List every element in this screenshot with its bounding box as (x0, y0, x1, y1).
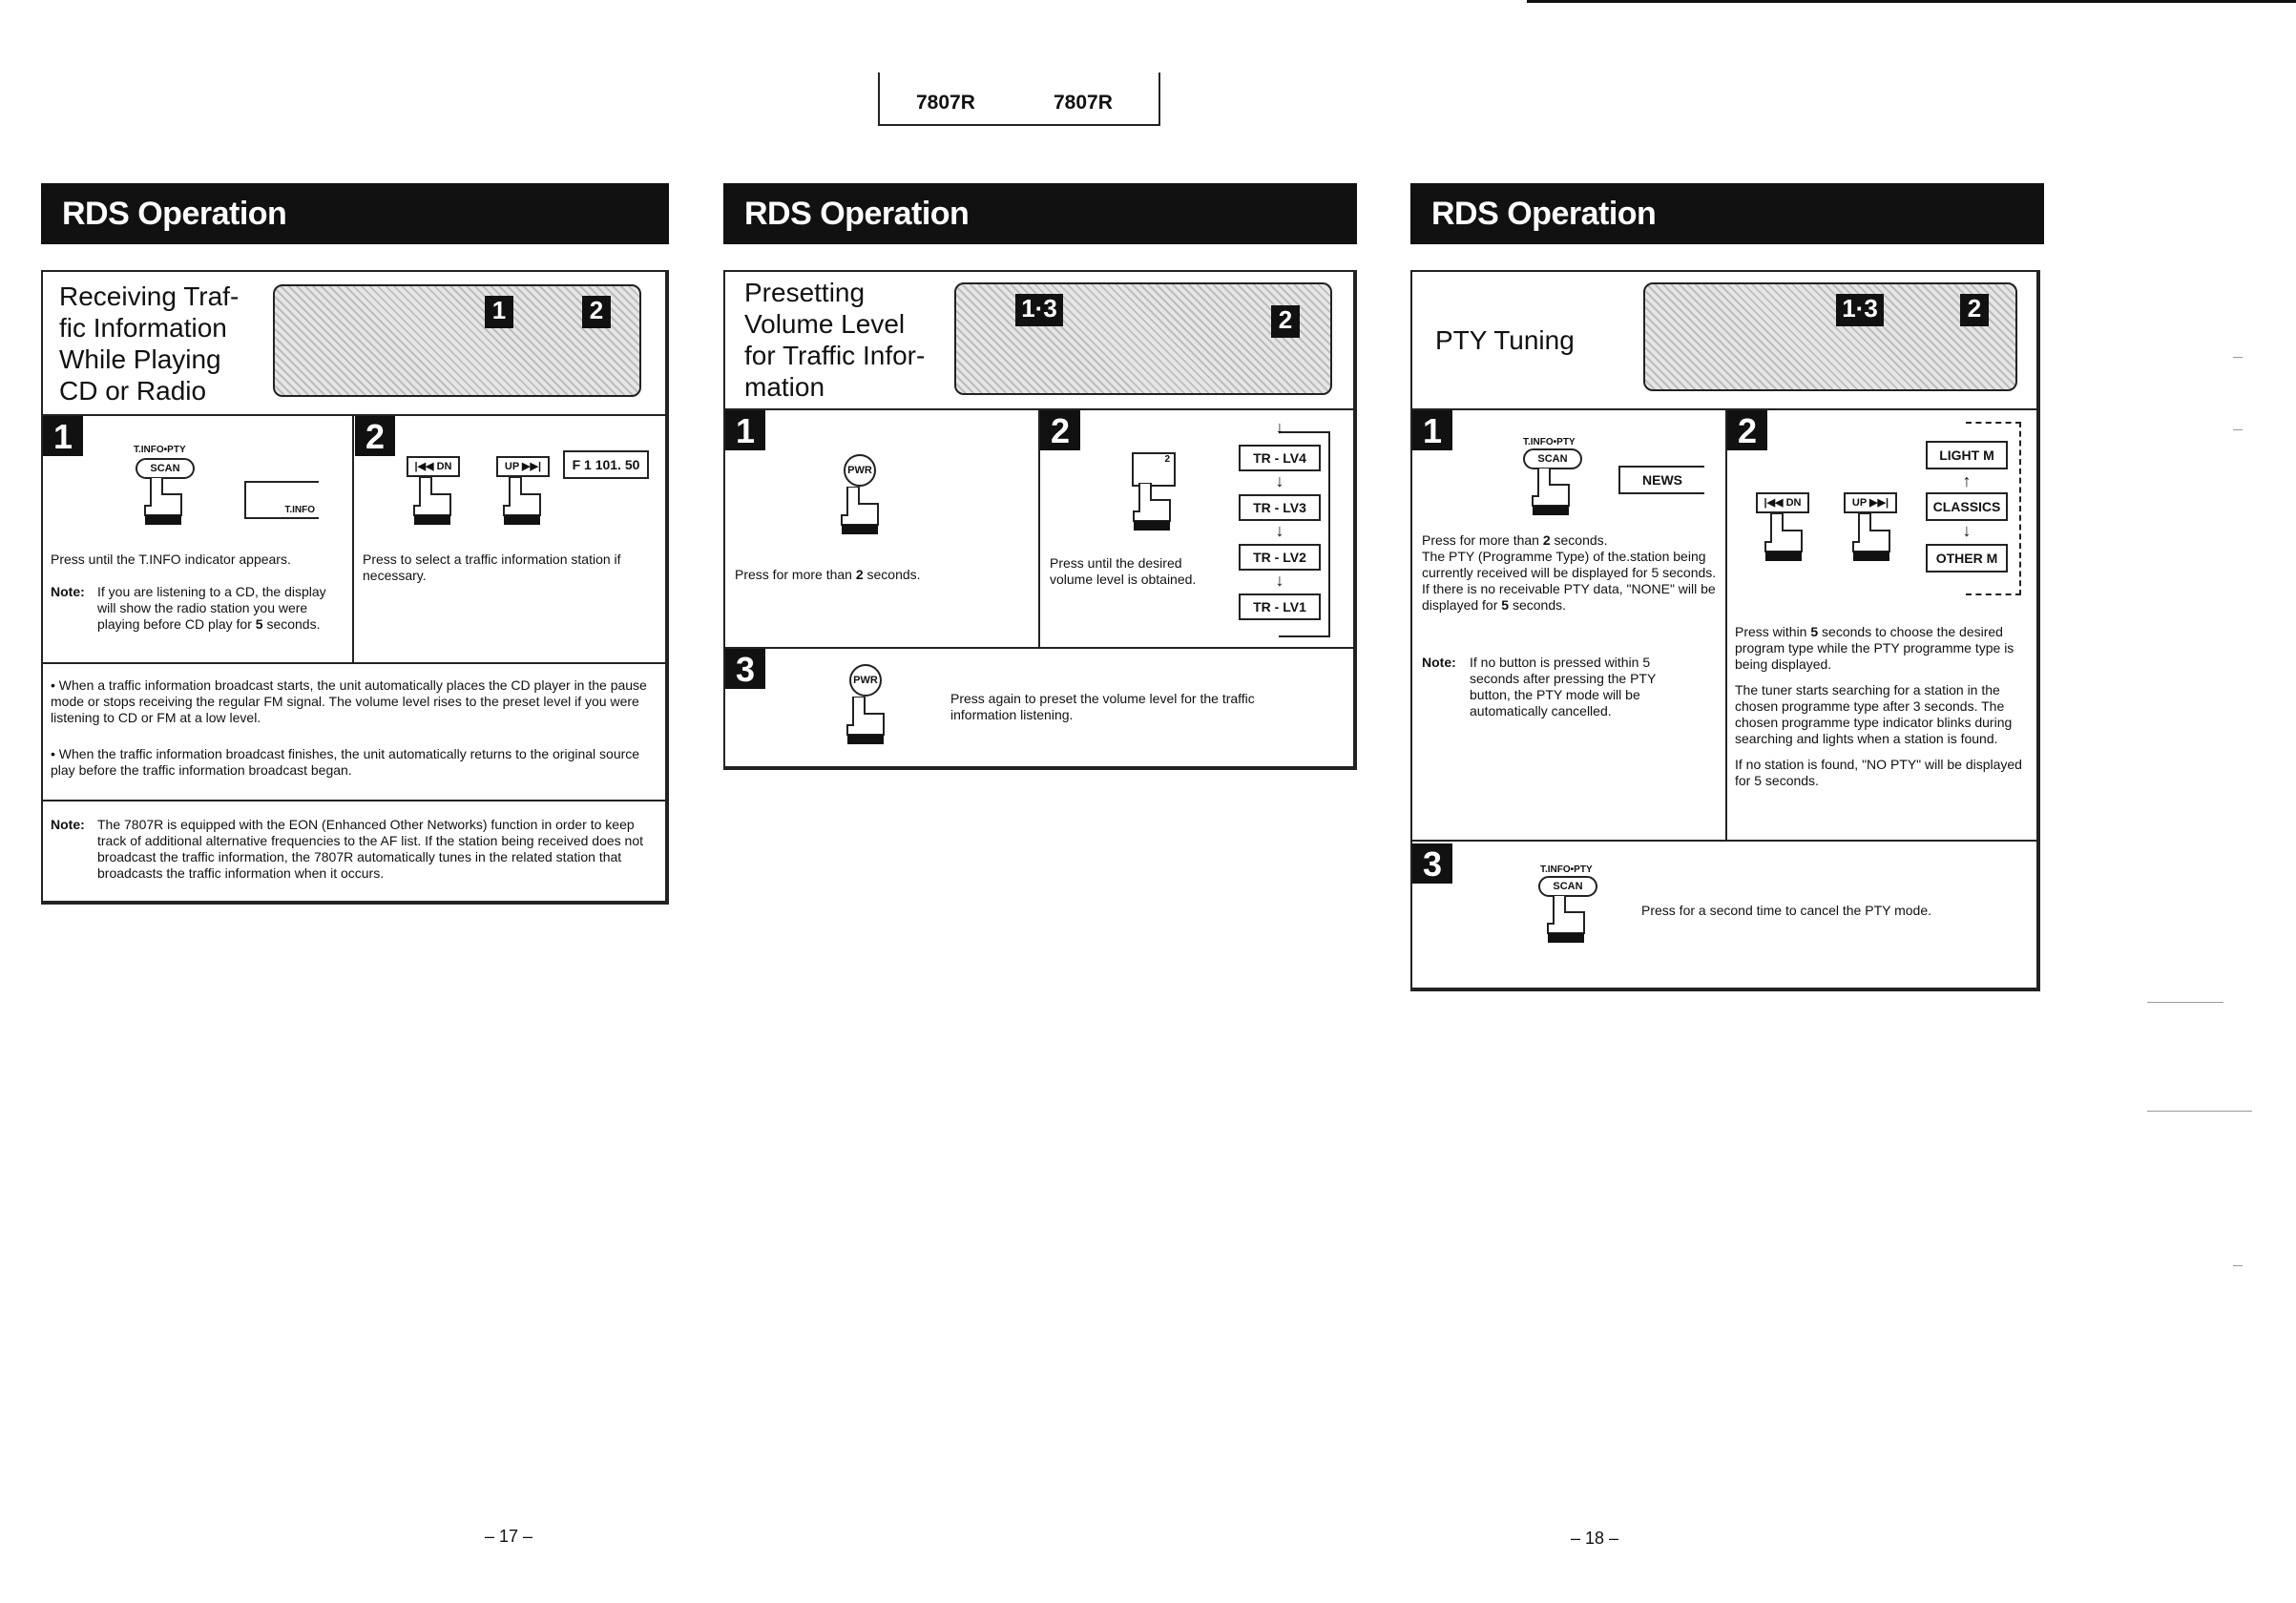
pressing-hand-icon (1764, 513, 1806, 561)
volume-knob[interactable]: 2 (1132, 452, 1176, 487)
divider (41, 662, 669, 664)
radio-marker: 1·3 (1015, 294, 1063, 326)
pty-type-display: CLASSICS (1926, 492, 2008, 521)
step-text: Press again to preset the volume level for the traffic information listening. (950, 691, 1255, 722)
scan-mark (2233, 357, 2243, 358)
radio-marker: 1 (485, 296, 513, 328)
step-number: 2 (1040, 410, 1080, 450)
radio-marker: 2 (582, 296, 611, 328)
step-number: 1 (725, 410, 765, 450)
level-display: TR - LV4 (1239, 445, 1321, 471)
section-title-3: PTY Tuning (1435, 325, 1575, 355)
pty-type-display: LIGHT M (1926, 441, 2008, 469)
scan-button[interactable]: SCAN (136, 458, 195, 479)
step-text: Press until the T.INFO indicator appears. (51, 552, 291, 567)
note-text: If you are listening to a CD, the display will show the radio station you were playing before CD play for 5 seconds. (97, 584, 326, 632)
pressing-hand-icon (1132, 483, 1175, 531)
button-caption: T.INFO•PTY (1523, 437, 1576, 448)
section-title-2: Presetting Volume Level for Traffic Infor- mation (744, 278, 926, 402)
tune-down-button[interactable]: |◀◀ DN (407, 456, 460, 477)
pty-display: NEWS (1618, 466, 1704, 494)
page-number-right: – 18 – (1571, 1529, 1619, 1548)
model-label-left: 7807R (916, 92, 975, 114)
page-number-left: – 17 – (485, 1527, 533, 1546)
step-number: 2 (1727, 410, 1767, 450)
tune-down-button[interactable]: |◀◀ DN (1756, 492, 1809, 513)
radio-marker: 2 (1960, 294, 1989, 326)
divider (1410, 840, 2040, 842)
power-button[interactable]: PWR (849, 664, 882, 697)
cycle-line (1328, 431, 1330, 637)
level-display: TR - LV3 (1239, 494, 1321, 521)
tune-up-button[interactable]: UP ▶▶| (1844, 492, 1897, 513)
step-text: Press for more than 2 seconds. The PTY (Programme Type) of the.station being currently received will be displayed for 5 seconds. If there is no receivable PTY data, "NONE" will be displayed for 5 seconds. (1422, 532, 1717, 613)
bullet-text: • When a traffic information broadcast starts, the unit automatically places the CD player in the pause mode or stops receiving the regular FM signal. The volume level rises to the preset level if you were listening to CD or FM at a low level. (51, 677, 647, 725)
step-text: Press until the desired volume level is obtained. (1050, 555, 1197, 587)
radio-marker: 2 (1271, 305, 1300, 338)
section-title-1: Receiving Traf- fic Information While Playing CD or Radio (59, 281, 240, 406)
scan-mark (2233, 429, 2243, 430)
step-number: 1 (1412, 410, 1452, 450)
section-banner-1: RDS Operation (41, 183, 669, 244)
scan-mark (2147, 1111, 2252, 1112)
arrow-down-icon: ↓ (1275, 471, 1284, 490)
power-button[interactable]: PWR (844, 454, 876, 487)
pressing-hand-icon (1851, 513, 1894, 561)
pressing-hand-icon (502, 477, 545, 525)
button-caption: T.INFO•PTY (1540, 864, 1593, 875)
arrow-down-icon: ↓ (1275, 418, 1284, 437)
frequency-display: F 1 101. 50 (563, 450, 649, 479)
radio-unit-illustration-3 (1643, 282, 2017, 391)
pressing-hand-icon (143, 477, 186, 525)
step-number: 2 (355, 416, 395, 456)
pressing-hand-icon (840, 487, 883, 534)
step-number: 1 (43, 416, 83, 456)
note-label: Note: (1422, 655, 1456, 670)
level-display: TR - LV1 (1239, 593, 1321, 620)
scan-mark (2233, 1265, 2243, 1266)
step-text: Press within 5 seconds to choose the desired program type while the PTY programme type is being displayed. The tuner starts searching for a station in the chosen programme type after 3 seconds. The chosen programme type indicator blinks during searching and lights when a station is found. If no station is found, "NO PTY" will be displayed for 5 seconds. (1735, 624, 2022, 788)
pressing-hand-icon (412, 477, 455, 525)
note-label: Note: (51, 584, 85, 599)
indicator-display (244, 481, 319, 519)
divider (41, 800, 669, 802)
arrow-down-icon: ↓ (1275, 521, 1284, 540)
divider (723, 647, 1357, 649)
divider (352, 414, 354, 662)
section-banner-3: RDS Operation (1410, 183, 2044, 244)
scan-button[interactable]: SCAN (1538, 876, 1597, 897)
note-text: If no button is pressed within 5 seconds after pressing the PTY button, the PTY mode will be automatically cancelled. (1470, 655, 1657, 718)
radio-unit-illustration-1 (273, 284, 641, 397)
cycle-line (1279, 635, 1330, 637)
arrow-down-icon: ↓ (1962, 521, 1972, 540)
tinfo-indicator: T.INFO (284, 505, 315, 515)
model-label-right: 7807R (1054, 92, 1113, 114)
pressing-hand-icon (1546, 895, 1589, 943)
tune-up-button[interactable]: UP ▶▶| (496, 456, 550, 477)
scan-button[interactable]: SCAN (1523, 448, 1582, 469)
step-text: Press to select a traffic information station if necessary. (363, 552, 621, 583)
pressing-hand-icon (845, 697, 888, 744)
arrow-down-icon: ↓ (1275, 571, 1284, 590)
arrow-up-icon: ↑ (1962, 471, 1972, 490)
level-display: TR - LV2 (1239, 544, 1321, 571)
radio-marker: 1·3 (1836, 294, 1884, 326)
step-number: 3 (725, 649, 765, 689)
divider (1725, 408, 1727, 840)
section-banner-2: RDS Operation (723, 183, 1357, 244)
pty-type-display: OTHER M (1926, 544, 2008, 572)
top-rule (1527, 0, 2296, 3)
button-caption: T.INFO•PTY (134, 445, 186, 455)
radio-unit-illustration-2 (954, 282, 1332, 395)
step-text: Press for more than 2 seconds. (735, 567, 921, 582)
bullet-text: • When the traffic information broadcast finishes, the unit automatically returns to the original source play before the traffic information broadcast began. (51, 746, 640, 778)
step-number: 3 (1412, 843, 1452, 884)
step-text: Press for a second time to cancel the PTY mode. (1641, 903, 1932, 918)
note-text: The 7807R is equipped with the EON (Enhanced Other Networks) function in order to keep track of additional alternative frequencies to the AF list. If the station being received does not broadcast the traffic information, the 7807R automatically tunes in the related station that broadcasts the traffic information when it occurs. (97, 817, 644, 881)
scan-mark (2147, 1002, 2223, 1003)
note-label: Note: (51, 817, 85, 832)
pressing-hand-icon (1531, 468, 1574, 515)
